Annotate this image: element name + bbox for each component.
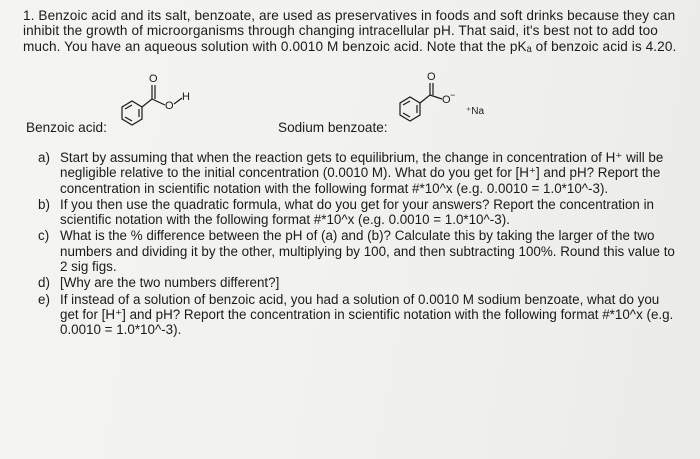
question-c	[38, 228, 678, 274]
question-letter: c)	[38, 228, 50, 244]
salt-carbonyl-oxygen: O	[427, 71, 436, 83]
sodium-benzoate-structure	[396, 70, 516, 140]
structures-row	[0, 70, 700, 140]
question-b	[38, 197, 678, 228]
question-letter: d)	[38, 275, 50, 291]
question-letter: b)	[38, 196, 50, 212]
question-text: [Why are the two numbers different?]	[60, 275, 280, 291]
sodium-cation: ⁺Na	[466, 106, 485, 117]
sodium-benzoate-label: Sodium benzoate:	[278, 120, 388, 135]
acid-carbonyl-oxygen: O	[149, 73, 158, 85]
question-e	[38, 292, 678, 338]
benzoic-acid-label: Benzoic acid:	[26, 120, 107, 135]
question-letter: a)	[38, 150, 50, 165]
question-text: What is the % difference between the pH of (a) and (b)? Calculate this by taking the larger of the two numbers and dividing it by the other, multiplying by 100, and then subtracting 100%. Round this value to 2 sig figs.	[60, 228, 675, 275]
benzoic-acid-structure	[112, 70, 222, 140]
problem-intro: 1. Benzoic acid and its salt, benzoate, are used as preservatives in foods and soft drinks because they can inhibit the growth of microorganisms through changing intracellular pH. That said, it's best not to add too much. You have an aqueous solution with 0.0010 M benzoic acid. Note that the pKₐ of benzoic acid is 4.20.	[23, 8, 677, 54]
question-text: Start by assuming that when the reaction gets to equilibrium, the change in concentration of H⁺ will be negligible relative to the initial concentration (0.0010 M). What do you get for [H⁺] and pH? Report the concentration in scientific notation with the following format #*10^x (e.g. 0.0010 = 1.0*10^-3).	[60, 150, 664, 196]
acid-hydroxyl-oxygen: O	[165, 100, 174, 112]
question-a	[38, 150, 678, 196]
negative-charge: −	[450, 90, 456, 100]
question-text: If instead of a solution of benzoic acid, you had a solution of 0.0010 M sodium benzoate, what do you get for [H⁺] and pH? Report the concentration in scientific notation with the following format #*10^x (e.g. 0.0010 = 1.0*10^-3).	[60, 291, 674, 338]
question-d	[38, 275, 678, 290]
acid-hydrogen: H	[182, 91, 190, 103]
question-text: If you then use the quadratic formula, what do you get for your answers? Report the concentration in scientific notation with the following format #*10^x (e.g. 0.0010 = 1.0*10^-3).	[60, 196, 654, 228]
question-list	[38, 150, 678, 339]
question-letter: e)	[38, 291, 50, 307]
salt-anionic-oxygen: O	[442, 94, 451, 106]
